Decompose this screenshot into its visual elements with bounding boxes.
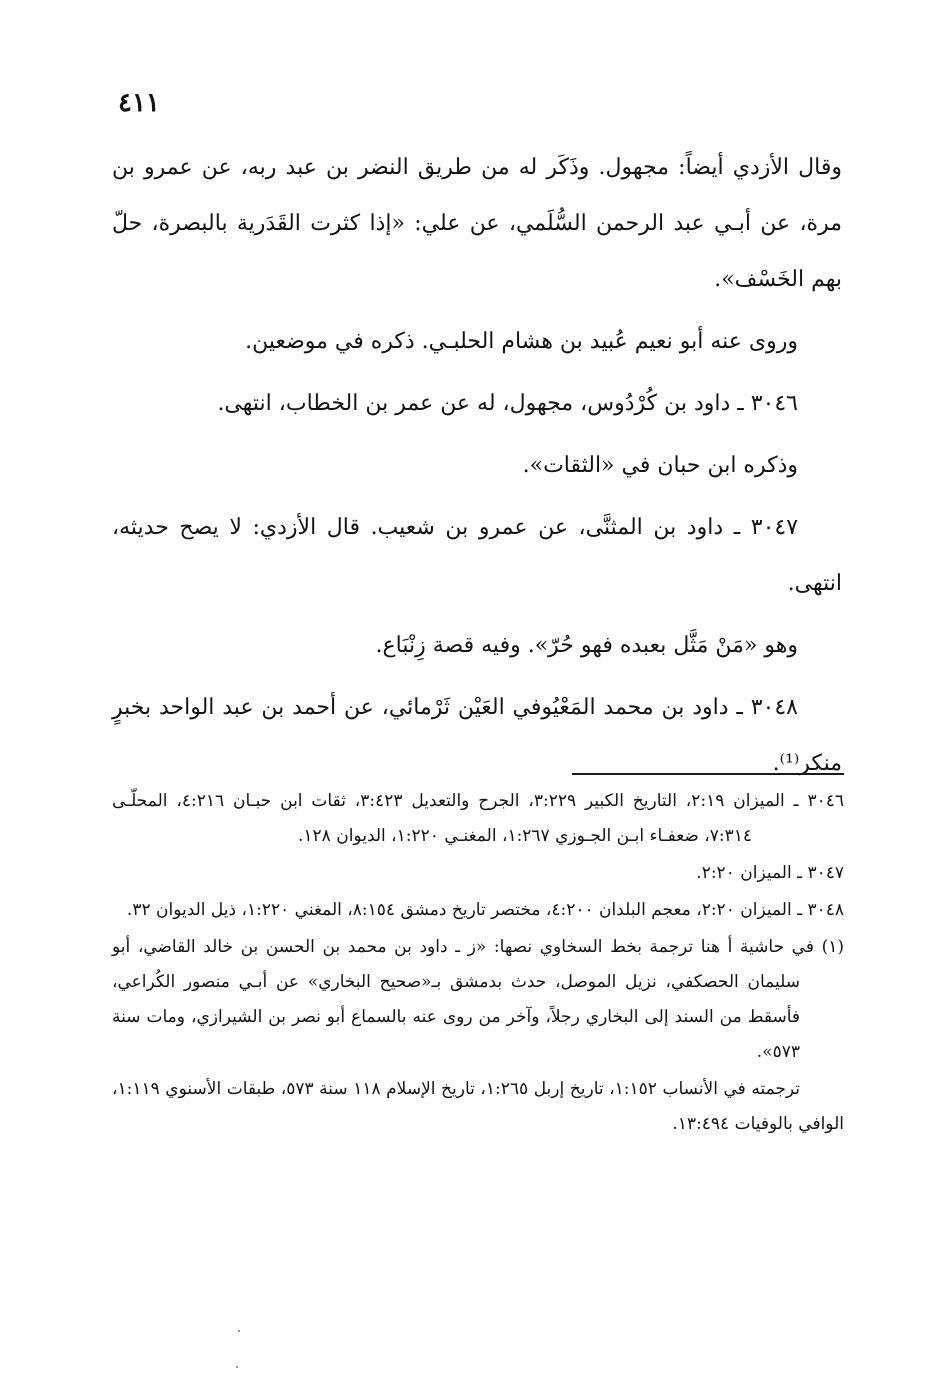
entry-3047: ٣٠٤٧ ـ داود بن المثنَّى، عن عمرو بن شعيب. قال الأزدي: لا يصح حديثه، انتهى. xyxy=(112,515,842,596)
entry-3046: ٣٠٤٦ ـ داود بن كُرْدُوس، مجهول، له عن عمر بن الخطاب، انتهى. xyxy=(217,391,798,416)
footnotes xyxy=(112,784,844,1142)
ref-3046: ٣٠٤٦ ـ الميزان ٢:١٩، التاريخ الكبير ٣:٢٢٩، الجرح والتعديل ٣:٤٢٣، ثقات ابن حبـان ٤:٢١٦، المحلّـى ٧:٣١٤، ضعفـاء ابـن الجـوزي ١:٢٦٧، المغنـي ١:٢٢٠، الديوان ١٢٨. xyxy=(112,791,844,846)
footnote-separator xyxy=(572,773,844,775)
ref-3047: ٣٠٤٧ ـ الميزان ٢:٢٠. xyxy=(696,863,844,883)
footnote-1: (١) في حاشية أ هنا ترجمة بخط السخاوي نصها: «ز ـ داود بن محمد بن الحسن بن خالد القاضي، أبو سليمان الحصكفي، نزيل الموصل، حدث بدمشق بـ«صحيح البخاري» عن أبـي منصور الكُراعي، فأسقط من السند إلى البخاري رجلاً، وآخر من روى عنه بالسماع أبو نصر بن الشيرازي، ومات سنة ٥٧٣». xyxy=(112,937,844,1062)
ref-3048: ٣٠٤٨ ـ الميزان ٢:٢٠، معجم البلدان ٤:٢٠٠، مختصر تاريخ دمشق ٨:١٥٤، المغني ١:٢٢٠، ذيل الديوان ٣٢. xyxy=(126,900,844,920)
entry-3048: ٣٠٤٨ ـ داود بن محمد المَعْيُوفي العَيْن ثَرْمائي، عن أحمد بن عبد الواحد بخبرٍ منكر⁽¹⁾. xyxy=(112,695,842,776)
scan-speck xyxy=(238,1330,240,1332)
paragraph-ibn-hibban: وذكره ابن حبان في «الثقات». xyxy=(522,453,798,478)
main-text xyxy=(112,140,842,792)
scan-speck xyxy=(236,1366,238,1368)
paragraph-man-mathal: وهو «مَنْ مَثَّل بعبده فهو حُرّ». وفيه قصة زِنْبَاع. xyxy=(375,633,798,658)
paragraph-azdi-majhul: وقال الأزدي أيضاً: مجهول. وذَكَر له من طريق النضر بن عبد ربه، عن عمرو بن مرة، عن أبـي عبد الرحمن السُّلَمي، عن علي: «إذا كثرت القَدَرية بالبصرة، حلّ بهم الخَسْف». xyxy=(112,155,842,292)
page-number: ٤١١ xyxy=(118,88,160,118)
paragraph-rawa-anhu: وروى عنه أبو نعيم عُبيد بن هشام الحلبـي. ذكره في موضعين. xyxy=(245,329,798,354)
footnote-1-continuation: ترجمته في الأنساب ١:١٥٢، تاريخ إربل ١:٢٦٥، تاريخ الإسلام ١١٨ سنة ٥٧٣، طبقات الأسنوي ١:١١٩، الوافي بالوفيات ١٣:٤٩٤. xyxy=(112,1079,844,1134)
